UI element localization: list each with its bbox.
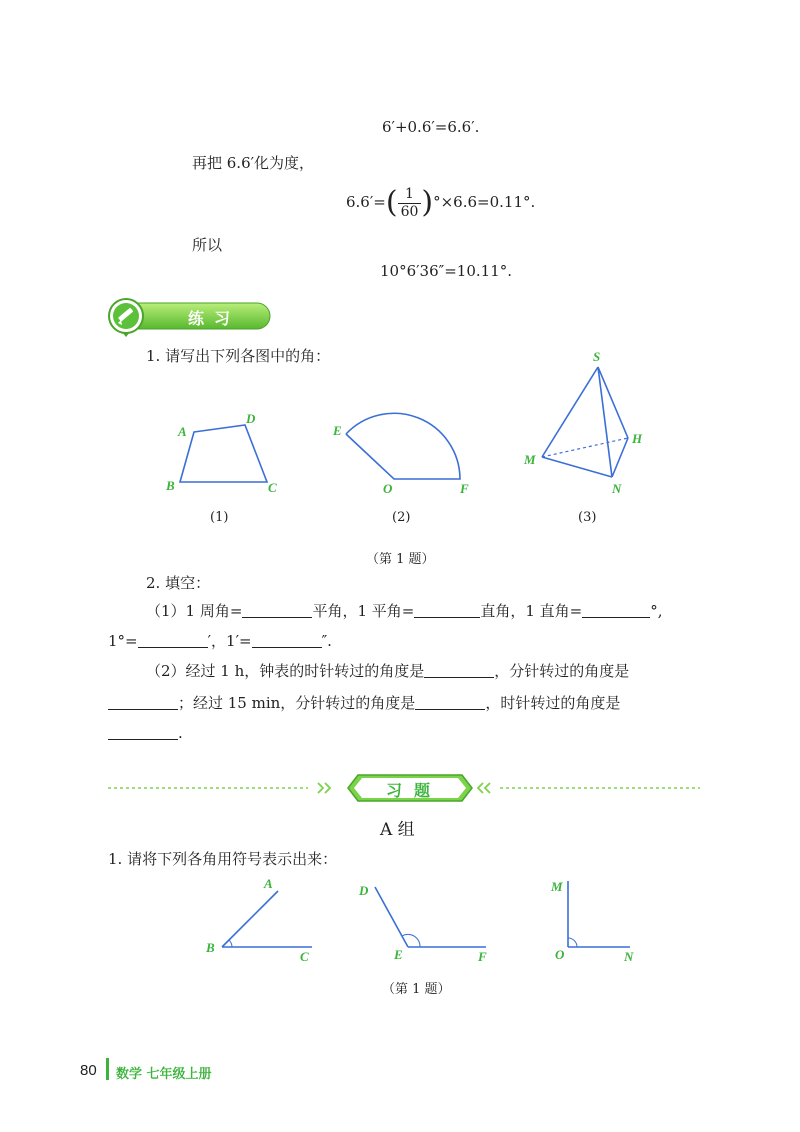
angle-arc-o	[568, 938, 577, 947]
label-ex-d: D	[359, 883, 369, 898]
practice-figure-caption: （第 1 题）	[366, 552, 435, 567]
figure-angle-abc	[200, 875, 325, 965]
eq2-lhs: 6.6′=	[346, 193, 386, 211]
group-heading: A 组	[380, 820, 415, 840]
caption-figure-3: (3)	[578, 510, 597, 525]
fraction-denominator: 60	[400, 203, 419, 220]
blank-right-angle[interactable]	[582, 602, 650, 618]
q2-1-text-a: （1）1 周角=	[146, 602, 243, 620]
label-ex-m: M	[551, 879, 563, 894]
blank-full-angle[interactable]	[242, 602, 312, 618]
figure-angle-def	[352, 875, 492, 965]
q2-1-text-b: 平角，1 平角=	[312, 602, 415, 620]
text-therefore: 所以	[192, 236, 223, 254]
label-c: C	[268, 480, 277, 495]
figure-angle-mon	[548, 875, 643, 965]
exercise-figure-caption: （第 1 题）	[382, 982, 451, 997]
label-d: D	[246, 411, 256, 426]
caption-figure-1: (1)	[210, 510, 229, 525]
figure-sector	[328, 400, 478, 500]
practice-question-2: 2. 填空：	[146, 574, 211, 592]
caption-figure-2: (2)	[392, 510, 411, 525]
footer-book-title: 数学 七年级上册	[116, 1067, 212, 1082]
page-number: 80	[80, 1062, 97, 1079]
blank-straight-angle[interactable]	[414, 602, 480, 618]
edge-sm	[542, 367, 598, 457]
figure-quadrilateral	[160, 405, 290, 500]
label-ex-e: E	[394, 947, 403, 962]
blank-minute-hand-1h[interactable]	[108, 694, 178, 710]
footer-divider	[106, 1058, 109, 1080]
blank-hour-hand-15min[interactable]	[108, 724, 178, 740]
q2-1-line-2	[108, 630, 332, 651]
ray-ba	[222, 891, 278, 947]
label-ex-b: B	[206, 940, 215, 955]
q2-1-text-e: 1°=	[108, 632, 138, 650]
q2-2-line-1	[146, 660, 629, 681]
practice-banner-label: 练习	[188, 309, 241, 328]
label-n: N	[612, 481, 622, 496]
exercises-banner	[108, 772, 700, 806]
blank-hour-hand-1h[interactable]	[424, 662, 494, 678]
blank-minute-hand-15min[interactable]	[415, 694, 485, 710]
label-ex-a: A	[264, 876, 273, 891]
label-ex-o: O	[555, 947, 565, 962]
label-b: B	[166, 478, 175, 493]
exercises-banner-label: 习题	[386, 781, 443, 800]
fraction-one-sixtieth	[398, 186, 422, 221]
practice-question-1: 1. 请写出下列各图中的角：	[146, 347, 331, 365]
edge-mh-hidden	[542, 438, 628, 457]
label-o: O	[383, 481, 393, 496]
q2-1-text-g: ″.	[321, 632, 332, 650]
right-paren: )	[421, 185, 434, 220]
q2-1-text-d: °,	[650, 602, 663, 620]
label-ex-n: N	[624, 949, 634, 964]
quadrilateral-shape	[180, 425, 267, 482]
angle-arc-b	[229, 940, 232, 947]
chevron-right-icon	[318, 783, 330, 793]
label-e: E	[333, 423, 342, 438]
eq2-rhs: °×6.6=0.11°.	[433, 193, 536, 211]
label-ex-f: F	[478, 949, 487, 964]
fraction-numerator: 1	[398, 186, 422, 204]
label-ex-c: C	[300, 949, 309, 964]
blank-degree-to-minute[interactable]	[138, 632, 208, 648]
q2-2-text-b: ，分针转过的角度是	[494, 662, 630, 680]
label-s: S	[593, 349, 601, 364]
label-f: F	[460, 481, 469, 496]
q2-2-line-3	[108, 724, 183, 742]
equation-result: 10°6′36″=10.11°.	[380, 262, 513, 280]
figure-tetrahedron	[520, 345, 660, 500]
q2-2-line-2	[108, 692, 620, 713]
q2-1-text-c: 直角，1 直角=	[480, 602, 583, 620]
q2-2-text-a: （2）经过 1 h，钟表的时针转过的角度是	[146, 662, 425, 680]
label-a: A	[178, 424, 187, 439]
left-paren: (	[385, 185, 398, 220]
sector-shape	[346, 413, 460, 479]
q2-2-text-c: ；经过 15 min，分针转过的角度是	[178, 694, 416, 712]
equation-fraction-conversion	[346, 180, 535, 224]
q2-1-line-1	[146, 600, 663, 621]
q2-2-text-e: .	[178, 724, 183, 742]
text-convert-to-degree: 再把 6.6′化为度，	[192, 154, 315, 172]
ray-ed	[375, 887, 408, 947]
label-h: H	[632, 431, 643, 446]
label-m: M	[524, 452, 536, 467]
practice-banner	[104, 298, 274, 338]
exercise-question-1: 1. 请将下列各角用符号表示出来：	[108, 850, 338, 868]
chevron-left-icon	[478, 783, 490, 793]
equation-minutes-sum: 6′+0.6′=6.6′.	[382, 118, 480, 136]
blank-minute-to-second[interactable]	[252, 632, 322, 648]
q2-1-text-f: ′，1′=	[207, 632, 252, 650]
q2-2-text-d: ，时针转过的角度是	[485, 694, 621, 712]
edge-nh	[612, 438, 628, 477]
edge-mn	[542, 457, 612, 477]
